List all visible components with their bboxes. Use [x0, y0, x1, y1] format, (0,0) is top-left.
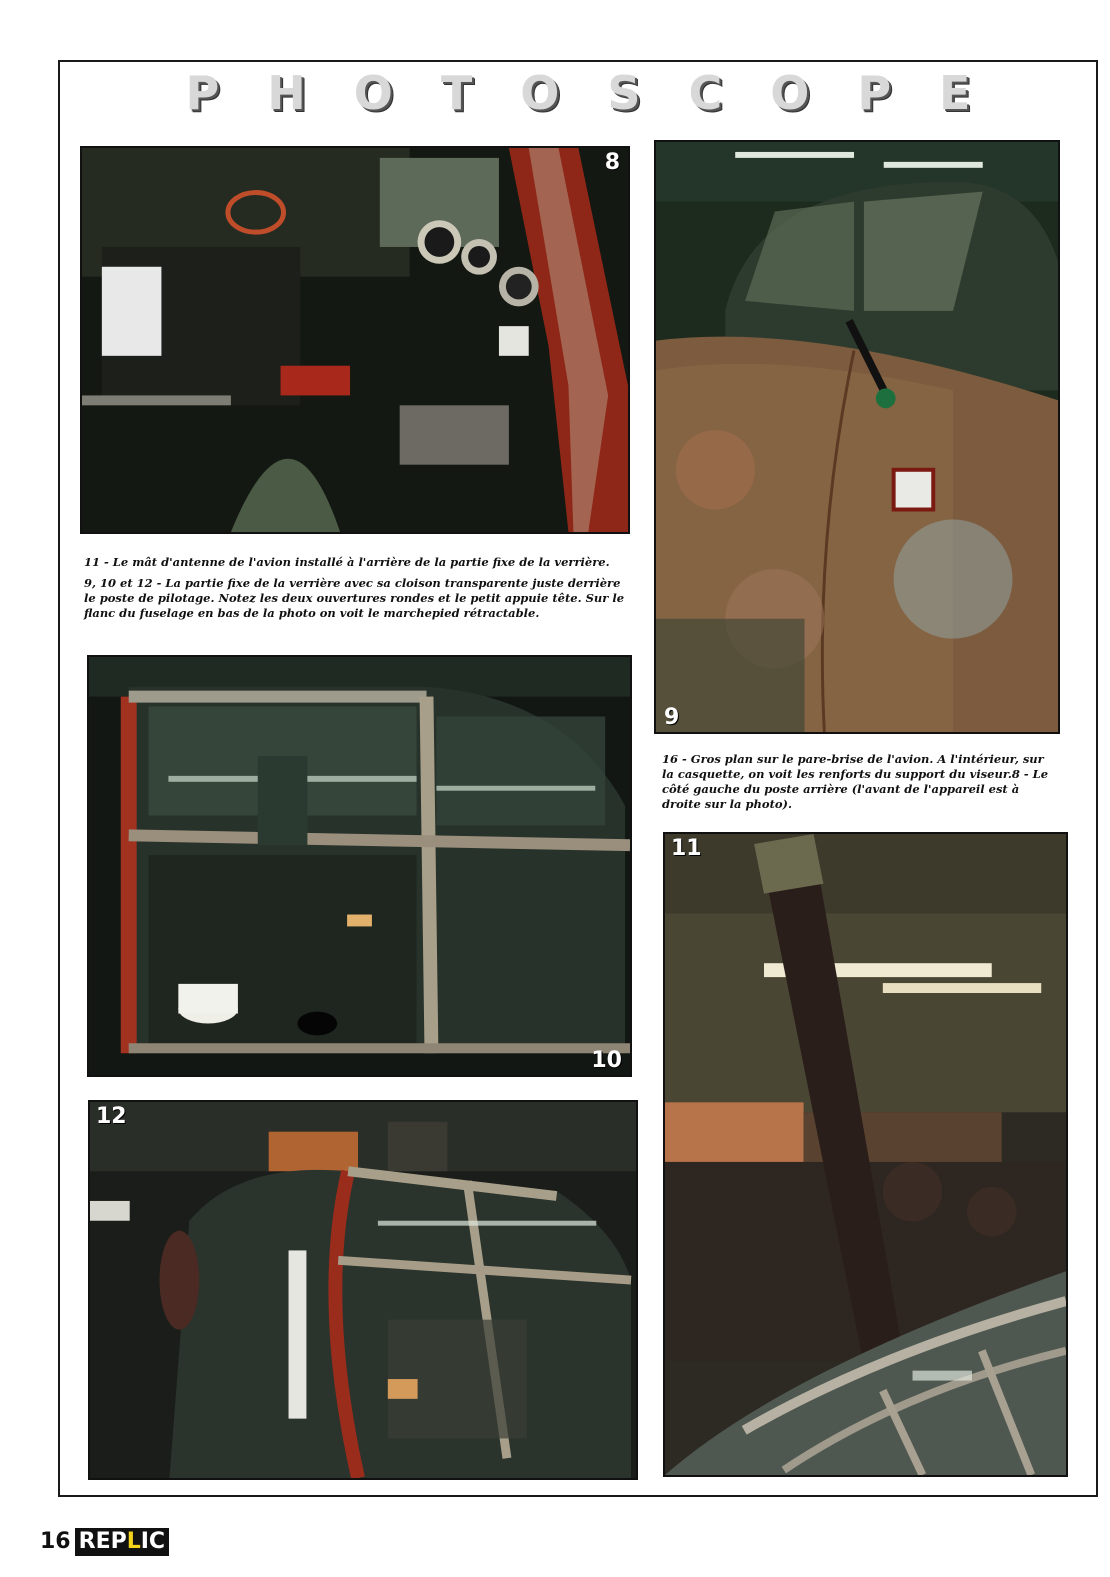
photo-11-antenna-mast — [663, 832, 1068, 1477]
photo-12-canopy-frame — [88, 1100, 638, 1480]
photo-12-number: 12 — [96, 1104, 127, 1129]
caption-block-right — [662, 752, 1058, 818]
photo-10-image — [89, 657, 630, 1075]
photo-9-number: 9 — [664, 705, 680, 730]
caption-11: 11 - Le mât d'antenne de l'avion installé à l'arrière de la partie fixe de la verrière. — [84, 555, 610, 569]
photo-8-number: 8 — [604, 150, 620, 175]
photo-10-number: 10 — [591, 1048, 622, 1073]
page-title: PHOTOSCOPE — [185, 66, 1019, 120]
photo-8-cockpit-interior — [80, 146, 630, 534]
caption-16: 16 - Gros plan sur le pare-brise de l'avion. A l'intérieur, sur la casquette, on voit les renforts du support du viseur.8 - Le côté gauche du poste arrière (l'avant de l'appareil est à droite sur la photo). — [662, 752, 1049, 811]
photo-10-canopy-bulkhead — [87, 655, 632, 1077]
caption-block-left — [84, 555, 624, 627]
photo-11-image — [665, 834, 1066, 1475]
photo-9-fuselage-side — [654, 140, 1060, 734]
photo-8-image — [82, 148, 628, 532]
page-footer — [40, 1528, 169, 1558]
page-number: 16 — [40, 1529, 71, 1554]
photo-9-image — [656, 142, 1058, 732]
photo-12-image — [90, 1102, 636, 1478]
caption-9-10-12: 9, 10 et 12 - La partie fixe de la verrière avec sa cloison transparente juste derrière le poste de pilotage. Notez les deux ouvertures rondes et le petit appuie tête. Sur le flanc du fuselage en bas de la photo on voit le marchepied rétractable. — [84, 576, 625, 620]
photo-11-number: 11 — [671, 836, 702, 861]
magazine-logo: REPLIC — [75, 1528, 169, 1556]
